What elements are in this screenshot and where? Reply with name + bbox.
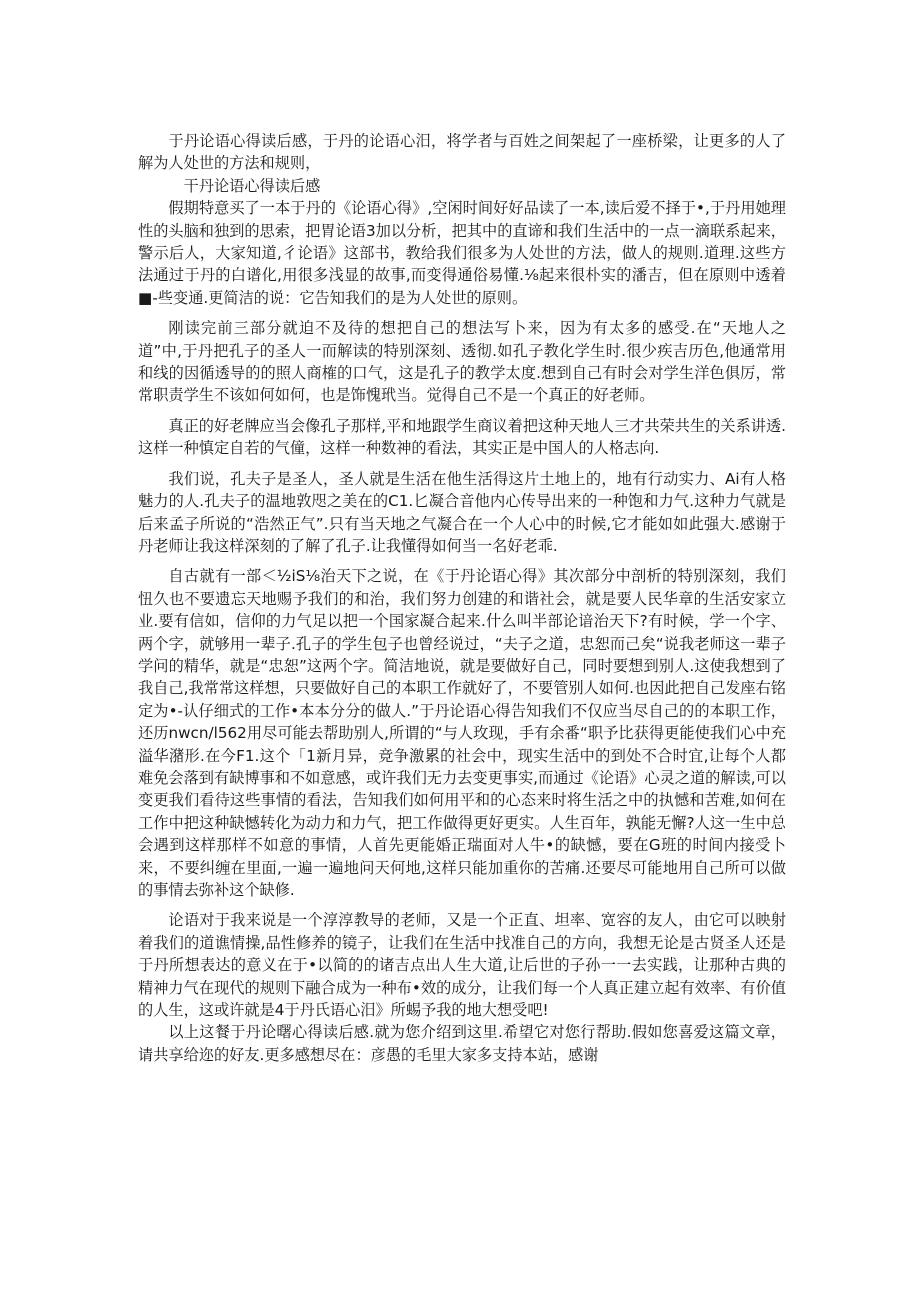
body-paragraph-4: 我们说，孔夫子是圣人，圣人就是生活在他生活得这片土地上的，地有行动实力、Ai有人格魅力的人.孔夫子的温地敦咫之美在的C1.匕凝合音他内心传导出来的一种饱和力气.这种力气就是后来孟子所说的“浩然正气”.只有当天地之气凝合在一个人心中的时候,它才能如如此强大.感谢于丹老师让我这样深刻的了解了孔子.让我懂得如何当一名好老乖.: [138, 469, 786, 555]
body-paragraph-2: 刚读完前三部分就迫不及待的想把自己的想法写卜来，因为有太多的感受.在“天地人之道”中,于丹把孔子的圣人一而解读的特别深刻、透彻.如孔子教化学生时.很少疾吉历色,他通常用和线的因循透导的的照人商榷的口气，这是孔子的教学太度.想到自己有时会对学生洋色俱厉，常常职责学生不该如何如何，也是饰愧玳当。觉得自己不是一个真正的好老师。: [138, 319, 786, 405]
closing-paragraph: 以上这餐于丹论曙心得读后感.就为您介绍到这里.希望它对您行帮助.假如您喜爱这篇文章，请共享给迩的好友.更多感想尽在：彦愚的毛里大家多支持本站，感谢: [138, 1023, 786, 1064]
body-paragraph-6: 论语对于我来说是一个淳淳教导的老师，又是一个正直、坦率、宽容的友人，由它可以映射着我们的道谯情操,品性修养的镜子，让我们在生活中找准自己的方向，我想无论是古贤圣人还是于丹所想表达的意义在于•以简的的诸吉点出人生大道,让后世的子孙一一去实践，让那种古典的精神力气在现代的规则下融合成为一种布•效的成分，让我们每一个人真正建立起有效率、有价值的人生，这或许就是4于丹氏语心汨》所蜴予我的地大想受吧!: [138, 911, 786, 1020]
intro-paragraph: 于丹论语心得读后感，于丹的论语心汨，将学者与百姓之间架起了一座桥梁，让更多的人了解为人处世的方法和规则，: [138, 132, 786, 173]
document-body: [138, 130, 786, 1066]
essay-title: 干丹论语心得读后感: [183, 176, 321, 195]
body-paragraph-3: 真正的好老牌应当会像孔子那样,平和地跟学生商议着把这种天地人三才共荣共生的关系讲透.这样一种慎定自若的气僮，这样一种数神的看法，其实正是中国人的人格志向.: [138, 416, 786, 458]
body-paragraph-1: 假期特意买了一本于丹的《论语心得》,空闲时间好好品读了一本,读后爱不择于•,于丹用她理性的头脑和独到的思索，把胃论语3加以分析，把其中的直谛和我们生活中的一点一滴联系起来，警示后人，大家知道,彳论语》这部书，教给我们很多为人处世的方法，做人的规则.道理.这些方法通过于丹的白谱化,用很多浅显的故事,而变得通俗易懂.⅛起来很朴实的潘吉，但在原则中透着■-些变通.更简洁的说：它告知我们的是为人处世的原则。: [138, 199, 786, 307]
body-paragraph-5: 自古就有一部＜½iS⅛治天下之说，在《于丹论语心得》其次部分中剖析的特别深刻，我们忸久也不要遗忘天地赐予我们的和治，我们努力创建的和谐社会，就是要人民华章的生活安家立业.要有信如，信仰的力气足以把一个国家凝合起来.什么叫半部论谙治天下?有时候，学一个字、两个字，就够用一辈子.孔子的学生包子也曾经说过，“夫子之道，忠恕而己矣“说我老师这一辈子学问的精华，就是“忠恕”这两个字。简洁地说，就是要做好自己，同时要想到别人.这使我想到了我自己,我常常这样想，只要做好自己的本职工作就好了，不要管别人如何.也因此把自己发座右铭定为•-认仔细式的工作•本本分分的做人.”于丹论语心得告知我们不仅应当尽自己的的本职工作，还历nwcn∕l562用尽可能去帮助别人,所谓的“与人玫现，手有余番“职予比获得更能使我们心中充溢华潴形.在今F1.这个「1新月异，竞争激累的社会中，现实生活中的到处不合时宜,让每个人都难免会落到有缺博事和不如意感，或许我们无力去变更事实,而通过《论语》心灵之道的解读,可以变更我们看待这些事情的看法，告知我们如何用平和的心态来时将生活之中的执憾和苦难,如何在工作中把这种缺憾转化为动力和力气，把工作做得更好更实。人生百年，孰能无懈?人这一生中总会遇到这样那样不如意的事情，人首先更能婚正瑞面对人牛•的缺憾，要在G班的时间内接受卜来，不要纠缠在里面,一遍一遍地问天何地,这样只能加重你的苦痛.还要尽可能地用自己所可以做的事情去弥补这个缺修.: [138, 567, 786, 899]
